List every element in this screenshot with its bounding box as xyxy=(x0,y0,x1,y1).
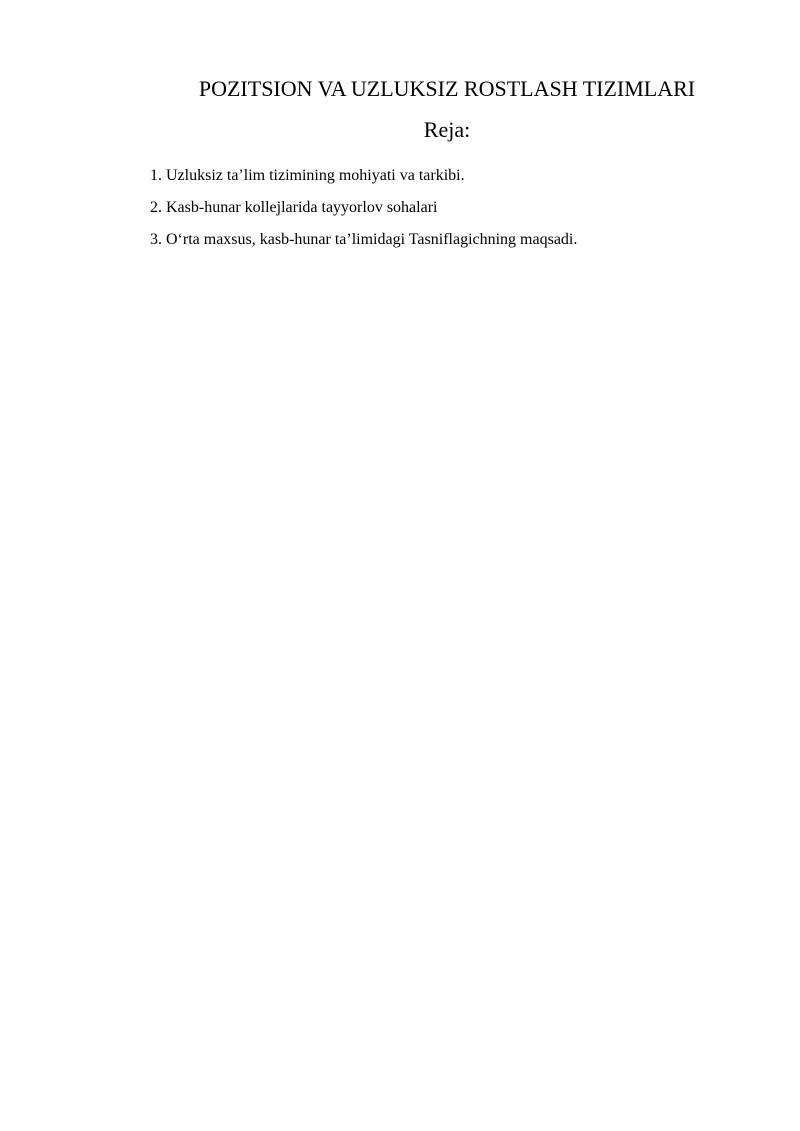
plan-list xyxy=(150,160,750,256)
plan-item: 3. O‘rta maxsus, kasb-hunar ta’limidagi Tasniflagichning maqsadi. xyxy=(150,231,578,248)
plan-item: 1. Uzluksiz ta’lim tizimining mohiyati va tarkibi. xyxy=(150,167,465,184)
document-title: POZITSION VA UZLUKSIZ ROSTLASH TIZIMLARI xyxy=(198,76,696,101)
plan-heading: Reja: xyxy=(423,117,471,142)
plan-item: 2. Kasb-hunar kollejlarida tayyorlov sohalari xyxy=(150,199,438,216)
